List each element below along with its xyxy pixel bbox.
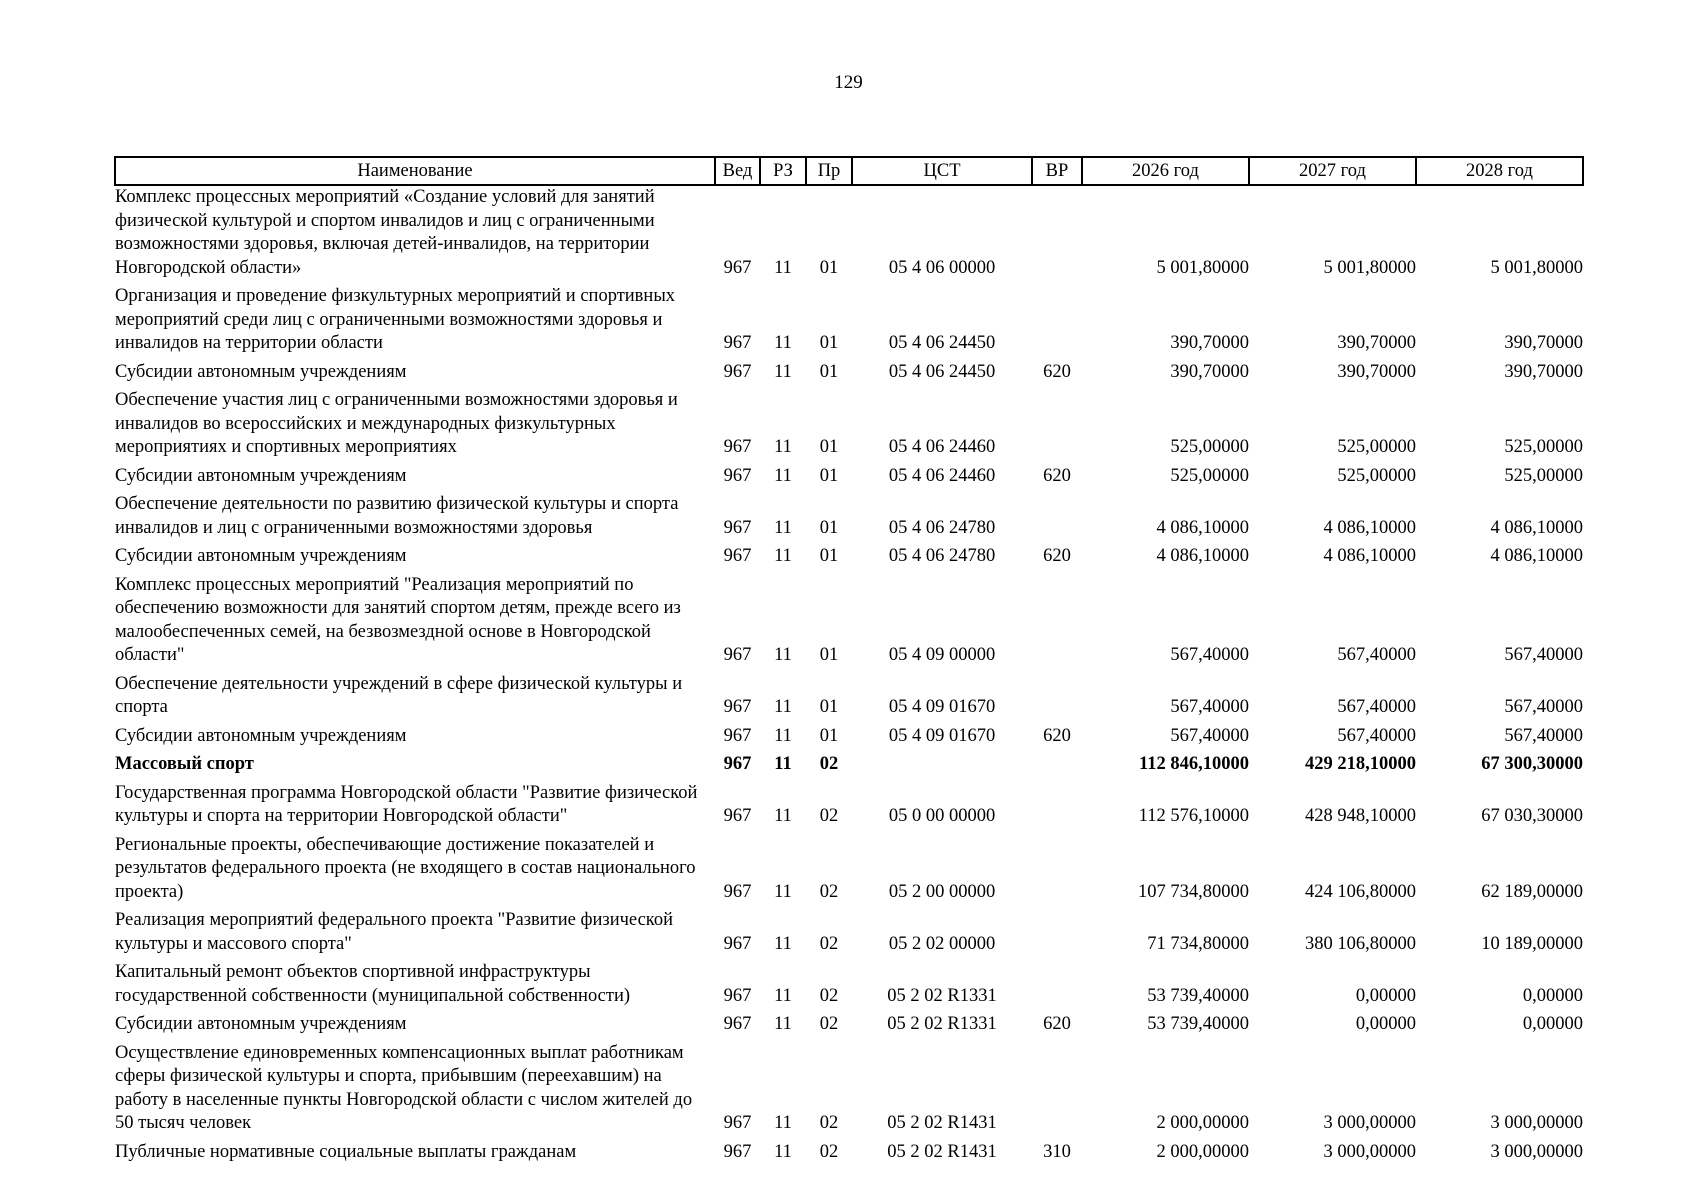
cell-vr <box>1032 285 1082 361</box>
cell-vr: 620 <box>1043 465 1071 486</box>
cell-vr: 620 <box>1043 1014 1071 1034</box>
cell-2027: 567,40000 <box>1337 645 1416 665</box>
cell-rz: 11 <box>774 1113 792 1133</box>
cell-2028: 390,70000 <box>1504 333 1583 353</box>
header-vr: ВР <box>1032 157 1082 185</box>
cell-2027: 390,70000 <box>1337 361 1416 382</box>
cell-2028: 525,00000 <box>1504 437 1583 457</box>
header-2028: 2028 год <box>1416 157 1583 185</box>
cell-2026: 567,40000 <box>1170 725 1249 746</box>
cell-vr <box>1032 389 1082 465</box>
cell-vr: 620 <box>1043 725 1071 746</box>
table-row <box>115 185 1583 285</box>
table-row <box>115 725 1583 754</box>
cell-2026: 112 576,10000 <box>1138 806 1249 826</box>
cell-2026: 567,40000 <box>1170 645 1249 665</box>
cell-cst: 05 4 06 24780 <box>888 546 996 566</box>
table-row <box>115 753 1583 782</box>
cell-2026: 525,00000 <box>1170 437 1249 457</box>
table-row <box>115 1141 1583 1170</box>
cell-pr: 02 <box>819 1014 839 1034</box>
cell-ved: 967 <box>723 333 752 353</box>
cell-ved: 967 <box>723 697 752 717</box>
cell-2028: 4 086,10000 <box>1490 546 1583 566</box>
cell-2027: 4 086,10000 <box>1323 546 1416 566</box>
cell-rz: 11 <box>774 437 792 457</box>
cell-cst: 05 4 06 24450 <box>888 361 996 382</box>
cell-ved: 967 <box>723 465 752 486</box>
cell-name: Субсидии автономным учреждениям <box>115 361 407 382</box>
cell-rz: 11 <box>774 985 792 1006</box>
cell-2028: 390,70000 <box>1504 361 1583 382</box>
cell-pr: 01 <box>819 437 839 457</box>
header-ved: Вед <box>715 157 760 185</box>
cell-2027: 3 000,00000 <box>1323 1141 1416 1162</box>
cell-rz: 11 <box>774 517 792 538</box>
cell-2027: 525,00000 <box>1337 465 1416 486</box>
cell-rz: 11 <box>774 257 792 278</box>
cell-name: Обеспечение деятельности по развитию физической культуры и спорта инвалидов и лиц с ограниченными возможностями здоровья <box>115 494 679 538</box>
cell-ved: 967 <box>723 1014 752 1034</box>
cell-pr: 01 <box>819 465 839 486</box>
cell-2026: 2 000,00000 <box>1156 1141 1249 1162</box>
cell-rz: 11 <box>774 725 792 746</box>
cell-2027: 5 001,80000 <box>1323 257 1416 278</box>
cell-cst: 05 4 06 24460 <box>888 437 996 457</box>
cell-cst: 05 0 00 00000 <box>888 806 996 826</box>
cell-vr <box>1032 834 1082 910</box>
cell-pr: 01 <box>819 697 839 717</box>
cell-2027: 0,00000 <box>1355 985 1416 1006</box>
cell-2027: 4 086,10000 <box>1323 517 1416 538</box>
cell-2028: 525,00000 <box>1504 465 1583 486</box>
cell-name: Комплекс процессных мероприятий «Создание условий для занятий физической культурой и спортом инвалидов и лиц с ограниченными возможностями здоровья, включая детей-инвалидов, на территории Новгородской области» <box>115 187 655 278</box>
cell-2028: 5 001,80000 <box>1490 257 1583 278</box>
cell-pr: 01 <box>819 517 839 538</box>
cell-2026: 4 086,10000 <box>1156 546 1249 566</box>
cell-cst: 05 4 09 01670 <box>888 697 996 717</box>
table-row <box>115 574 1583 673</box>
cell-name: Субсидии автономным учреждениям <box>115 465 407 486</box>
cell-name: Капитальный ремонт объектов спортивной инфраструктуры государственной собственности (муниципальной собственности) <box>115 962 631 1006</box>
cell-pr: 01 <box>819 361 839 382</box>
cell-2028: 0,00000 <box>1522 1014 1583 1034</box>
cell-2027: 390,70000 <box>1337 333 1416 353</box>
cell-rz: 11 <box>774 361 792 382</box>
cell-pr: 01 <box>819 645 839 665</box>
cell-pr: 02 <box>819 1141 839 1162</box>
cell-2028: 67 300,30000 <box>1481 754 1583 774</box>
cell-2028: 3 000,00000 <box>1490 1113 1583 1133</box>
cell-cst: 05 2 02 R1431 <box>887 1141 997 1162</box>
cell-ved: 967 <box>723 754 752 774</box>
cell-2028: 3 000,00000 <box>1490 1141 1583 1162</box>
cell-cst: 05 2 00 00000 <box>888 881 996 902</box>
table-row <box>115 493 1583 545</box>
cell-vr <box>1032 185 1082 285</box>
cell-vr <box>1032 961 1082 1013</box>
cell-pr: 02 <box>819 881 839 902</box>
cell-rz: 11 <box>774 697 792 717</box>
header-name: Наименование <box>115 157 715 185</box>
cell-rz: 11 <box>774 1141 792 1162</box>
cell-2026: 53 739,40000 <box>1147 985 1249 1006</box>
cell-vr <box>1032 909 1082 961</box>
cell-cst: 05 4 06 24460 <box>888 465 996 486</box>
cell-cst: 05 2 02 R1431 <box>887 1113 997 1133</box>
cell-rz: 11 <box>774 881 792 902</box>
page-number: 129 <box>834 72 863 93</box>
cell-name: Субсидии автономным учреждениям <box>115 546 407 566</box>
cell-cst <box>852 753 1032 782</box>
cell-ved: 967 <box>723 1141 752 1162</box>
table-row <box>115 545 1583 574</box>
cell-rz: 11 <box>774 754 792 774</box>
cell-cst: 05 4 09 00000 <box>888 645 996 665</box>
cell-rz: 11 <box>774 806 792 826</box>
table-row <box>115 782 1583 834</box>
cell-ved: 967 <box>723 437 752 457</box>
cell-ved: 967 <box>723 257 752 278</box>
table-row <box>115 389 1583 465</box>
header-cst: ЦСТ <box>852 157 1032 185</box>
cell-ved: 967 <box>723 361 752 382</box>
cell-2028: 567,40000 <box>1504 697 1583 717</box>
budget-table <box>114 156 1584 1169</box>
cell-2027: 525,00000 <box>1337 437 1416 457</box>
cell-name: Публичные нормативные социальные выплаты гражданам <box>115 1141 577 1162</box>
cell-vr <box>1032 782 1082 834</box>
cell-name: Массовый спорт <box>115 754 254 774</box>
cell-2028: 62 189,00000 <box>1481 881 1583 902</box>
cell-vr <box>1032 574 1082 673</box>
header-2027: 2027 год <box>1249 157 1416 185</box>
cell-ved: 967 <box>723 806 752 826</box>
cell-2027: 380 106,80000 <box>1305 933 1416 954</box>
cell-vr: 620 <box>1043 546 1071 566</box>
table-row <box>115 361 1583 390</box>
cell-cst: 05 2 02 R1331 <box>887 985 997 1006</box>
cell-ved: 967 <box>723 546 752 566</box>
header-pr: Пр <box>806 157 852 185</box>
header-rz: РЗ <box>760 157 806 185</box>
table-row <box>115 465 1583 494</box>
cell-name: Организация и проведение физкультурных мероприятий и спортивных мероприятий среди лиц с ограниченными возможностями здоровья и инвалидов на территории области <box>115 286 675 353</box>
cell-cst: 05 4 06 24450 <box>888 333 996 353</box>
cell-2026: 390,70000 <box>1170 333 1249 353</box>
table-row <box>115 1042 1583 1141</box>
cell-cst: 05 4 06 00000 <box>888 257 996 278</box>
table-row <box>115 673 1583 725</box>
cell-cst: 05 2 02 00000 <box>888 933 996 954</box>
table-row <box>115 1013 1583 1042</box>
cell-pr: 02 <box>819 754 839 774</box>
cell-vr: 310 <box>1043 1141 1071 1162</box>
cell-2028: 0,00000 <box>1522 985 1583 1006</box>
cell-2028: 10 189,00000 <box>1481 933 1583 954</box>
cell-name: Субсидии автономным учреждениям <box>115 725 407 746</box>
cell-rz: 11 <box>774 333 792 353</box>
cell-2027: 567,40000 <box>1337 697 1416 717</box>
cell-2026: 4 086,10000 <box>1156 517 1249 538</box>
cell-name: Региональные проекты, обеспечивающие достижение показателей и результатов федерального проекта (не входящего в состав национального проекта) <box>115 834 696 902</box>
cell-ved: 967 <box>723 517 752 538</box>
cell-2026: 2 000,00000 <box>1156 1113 1249 1133</box>
cell-vr <box>1032 753 1082 782</box>
cell-2028: 4 086,10000 <box>1490 517 1583 538</box>
table-body <box>115 185 1583 1169</box>
cell-2027: 567,40000 <box>1337 725 1416 746</box>
cell-2026: 390,70000 <box>1170 361 1249 382</box>
cell-name: Комплекс процессных мероприятий "Реализация мероприятий по обеспечению возможности для занятий спортом детям, прежде всего из малообеспеченных семей, на безвозмездной основе в Новгородской области" <box>115 574 681 665</box>
cell-2026: 53 739,40000 <box>1147 1014 1249 1034</box>
table-row <box>115 961 1583 1013</box>
cell-2027: 3 000,00000 <box>1323 1113 1416 1133</box>
cell-2028: 67 030,30000 <box>1481 806 1583 826</box>
table-row <box>115 834 1583 910</box>
cell-ved: 967 <box>723 725 752 746</box>
cell-pr: 02 <box>819 1113 839 1133</box>
table-header-row <box>115 157 1583 185</box>
cell-2026: 5 001,80000 <box>1156 257 1249 278</box>
cell-rz: 11 <box>774 546 792 566</box>
cell-ved: 967 <box>723 881 752 902</box>
cell-name: Реализация мероприятий федерального проекта "Развитие физической культуры и массового спорта" <box>115 910 673 954</box>
cell-rz: 11 <box>774 933 792 954</box>
cell-vr: 620 <box>1043 361 1071 382</box>
cell-rz: 11 <box>774 645 792 665</box>
cell-cst: 05 2 02 R1331 <box>887 1014 997 1034</box>
cell-2026: 525,00000 <box>1170 465 1249 486</box>
cell-ved: 967 <box>723 1113 752 1133</box>
cell-2028: 567,40000 <box>1504 645 1583 665</box>
cell-ved: 967 <box>723 985 752 1006</box>
cell-2027: 428 948,10000 <box>1305 806 1416 826</box>
cell-2028: 567,40000 <box>1504 725 1583 746</box>
cell-2027: 429 218,10000 <box>1305 754 1416 774</box>
cell-vr <box>1032 1042 1082 1141</box>
cell-2027: 0,00000 <box>1355 1014 1416 1034</box>
cell-name: Осуществление единовременных компенсационных выплат работникам сферы физической культуры и спорта, прибывшим (переехавшим) на работу в населенные пункты Новгородской области с числом жителей до 50 тысяч человек <box>115 1042 693 1133</box>
cell-name: Государственная программа Новгородской области "Развитие физической культуры и спорта на территории Новгородской области" <box>115 782 698 826</box>
cell-vr <box>1032 673 1082 725</box>
cell-pr: 01 <box>819 333 839 353</box>
cell-cst: 05 4 06 24780 <box>888 517 996 538</box>
header-2026: 2026 год <box>1082 157 1249 185</box>
table-row <box>115 285 1583 361</box>
cell-2026: 107 734,80000 <box>1138 881 1249 902</box>
cell-pr: 01 <box>819 725 839 746</box>
cell-2026: 112 846,10000 <box>1139 754 1249 774</box>
cell-name: Обеспечение деятельности учреждений в сфере физической культуры и спорта <box>115 673 683 717</box>
cell-vr <box>1032 493 1082 545</box>
cell-ved: 967 <box>723 645 752 665</box>
cell-pr: 02 <box>819 806 839 826</box>
cell-name: Субсидии автономным учреждениям <box>115 1014 407 1034</box>
cell-name: Обеспечение участия лиц с ограниченными возможностями здоровья и инвалидов во всероссийских и международных физкультурных мероприятиях и спортивных мероприятиях <box>115 390 678 457</box>
cell-pr: 01 <box>819 257 839 278</box>
cell-2026: 71 734,80000 <box>1147 933 1249 954</box>
cell-rz: 11 <box>774 1014 792 1034</box>
cell-pr: 01 <box>819 546 839 566</box>
cell-2026: 567,40000 <box>1170 697 1249 717</box>
cell-rz: 11 <box>774 465 792 486</box>
cell-2027: 424 106,80000 <box>1305 881 1416 902</box>
table-row <box>115 909 1583 961</box>
cell-cst: 05 4 09 01670 <box>888 725 996 746</box>
cell-pr: 02 <box>819 933 839 954</box>
cell-ved: 967 <box>723 933 752 954</box>
cell-pr: 02 <box>819 985 839 1006</box>
